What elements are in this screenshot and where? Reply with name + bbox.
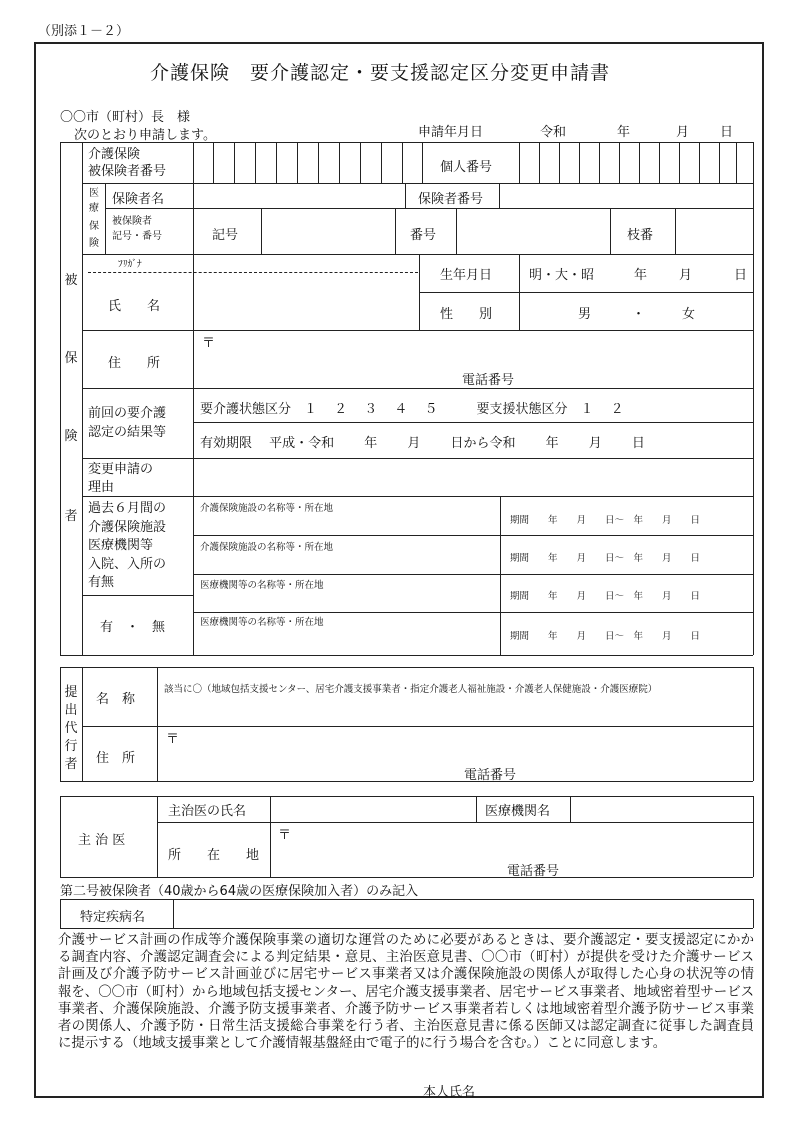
institution-label: 医療機関名: [485, 804, 551, 819]
disease-field[interactable]: [175, 901, 751, 926]
change-reason-field[interactable]: [195, 460, 751, 494]
agent-name-label: 名 称: [96, 692, 136, 707]
phone-label: 電話番号: [462, 373, 515, 388]
number-label: 番号: [410, 228, 437, 243]
insured-number-label: 介護保険 被保険者番号: [88, 147, 167, 179]
previous-result-label: 前回の要介護 認定の結果等: [88, 406, 167, 440]
doctor-location-label: 所 在 地: [168, 848, 260, 863]
stay-4-label: 医療機関等の名称等・所在地: [200, 617, 324, 628]
furigana-field[interactable]: [195, 256, 417, 271]
card-label: 被保険者 記号・番号: [112, 216, 162, 242]
number-field[interactable]: [458, 210, 608, 252]
stay-3-label: 医療機関等の名称等・所在地: [200, 580, 324, 591]
stay-3-period[interactable]: 期間 年 月 日～ 年 月 日: [510, 591, 701, 602]
disease-label: 特定疾病名: [80, 910, 146, 925]
secondary-heading: 第二号被保険者（40歳から64歳の医療保険加入者）のみ記入: [60, 884, 419, 899]
furigana-label: ﾌﾘｶﾞﾅ: [118, 259, 142, 270]
intro-text: 次のとおり申請します。: [74, 128, 216, 143]
agent-address-field[interactable]: [180, 730, 745, 760]
agent-address-label: 住 所: [96, 751, 136, 766]
doctor-phone-label: 電話番号: [507, 864, 560, 879]
address-field[interactable]: [215, 334, 745, 364]
date-era: 令和: [540, 125, 567, 140]
symbol-label: 記号: [212, 228, 239, 243]
name-label: 氏 名: [108, 299, 161, 314]
branch-field[interactable]: [677, 210, 751, 252]
stay-1-label: 介護保険施設の名称等・所在地: [200, 503, 334, 514]
facility-stays-label: 過去６月間の 介護保険施設 医療機関等 入院、入所の 有無: [88, 501, 167, 590]
care-level-line[interactable]: 要介護状態区分 １ ２ ３ ４ ５ 要支援状態区分 １ ２: [200, 402, 624, 417]
insurer-name-field[interactable]: [195, 185, 403, 206]
symbol-field[interactable]: [263, 210, 393, 252]
date-month: 月: [676, 125, 690, 140]
date-label: 申請年月日: [418, 125, 484, 140]
doctor-name-label: 主治医の氏名: [168, 804, 247, 819]
agent-name-field[interactable]: [159, 696, 751, 724]
doctor-postal-mark: 〒: [278, 828, 292, 843]
birthdate-day: 日: [734, 268, 748, 283]
doctor-label: 主 治 医: [78, 833, 126, 848]
change-reason-label: 変更申請の 理由: [88, 462, 154, 495]
personal-number-label: 個人番号: [440, 160, 493, 175]
sex-label: 性 別: [440, 307, 493, 322]
stay-4-period[interactable]: 期間 年 月 日～ 年 月 日: [510, 631, 701, 642]
sex-male-option[interactable]: 男: [578, 307, 592, 322]
agent-postal-mark: 〒: [166, 732, 180, 747]
institution-field[interactable]: [572, 798, 751, 820]
signature-field[interactable]: [490, 1078, 750, 1096]
presence-option[interactable]: 有 ・ 無: [100, 620, 166, 635]
stay-1-period[interactable]: 期間 年 月 日～ 年 月 日: [510, 515, 701, 526]
addressee: 〇〇市（町村）長 様: [60, 110, 191, 125]
birthdate-month: 月: [679, 268, 693, 283]
date-year: 年: [617, 125, 631, 140]
insurer-name-label: 保険者名: [112, 192, 165, 207]
address-label: 住 所: [108, 356, 161, 371]
name-field[interactable]: [195, 275, 417, 328]
validity-line: 有効期限 平成・令和 年 月 日から令和 年 月 日: [200, 436, 645, 451]
insurer-number-label: 保険者番号: [418, 192, 484, 207]
agent-name-note[interactable]: 該当に〇（地域包括支援センター、居宅介護支援事業者・指定介護老人福祉施設・介護老人保健施設・介護医療院）: [164, 684, 658, 695]
consent-text: 介護サービス計画の作成等介護保険事業の適切な運営のために必要があるときは、要介護認定・要支援認定にかかる調査内容、介護認定調査会による判定結果・意見、主治医意見書、〇〇市（町村）が提供を受けた介護サービス計画及び介護予防サービス計画並びに居宅サービス事業者又は介護保険施設の関係人が取得した心身の状況等の情報を、〇〇市（町村）から地域包括支援センター、居宅介護支援事業者、居宅サービス事業者、地域密着型サービス事業者、介護保険施設、介護予防支援事業者、介護予防サービス事業者若しくは地域密着型介護予防サービス事業者の関係人、介護予防・日常生活支援総合事業を行う者、主治医意見書に係る医師又は認定調査に従事した調査員に提示する（地域支援事業として介護情報基盤経由で電子的に行う場合を含む。）ことに同意します。: [58, 933, 754, 1052]
doctor-address-field[interactable]: [292, 826, 747, 856]
sex-separator: ・: [632, 307, 646, 322]
agent-phone-label: 電話番号: [464, 768, 517, 783]
birthdate-era[interactable]: 明・大・昭: [529, 268, 595, 283]
date-day: 日: [720, 125, 734, 140]
signature-label: 本人氏名: [423, 1085, 476, 1100]
doctor-name-field[interactable]: [272, 798, 472, 820]
stay-2-label: 介護保険施設の名称等・所在地: [200, 542, 334, 553]
sex-female-option[interactable]: 女: [682, 307, 696, 322]
attachment-label: （別添１－２）: [38, 24, 130, 39]
birthdate-year: 年: [634, 268, 648, 283]
branch-label: 枝番: [627, 228, 654, 243]
postal-mark: 〒: [202, 336, 216, 351]
form-title: 介護保険 要介護認定・要支援認定区分変更申請書: [150, 62, 611, 84]
stay-2-period[interactable]: 期間 年 月 日～ 年 月 日: [510, 553, 701, 564]
birthdate-label: 生年月日: [440, 268, 493, 283]
